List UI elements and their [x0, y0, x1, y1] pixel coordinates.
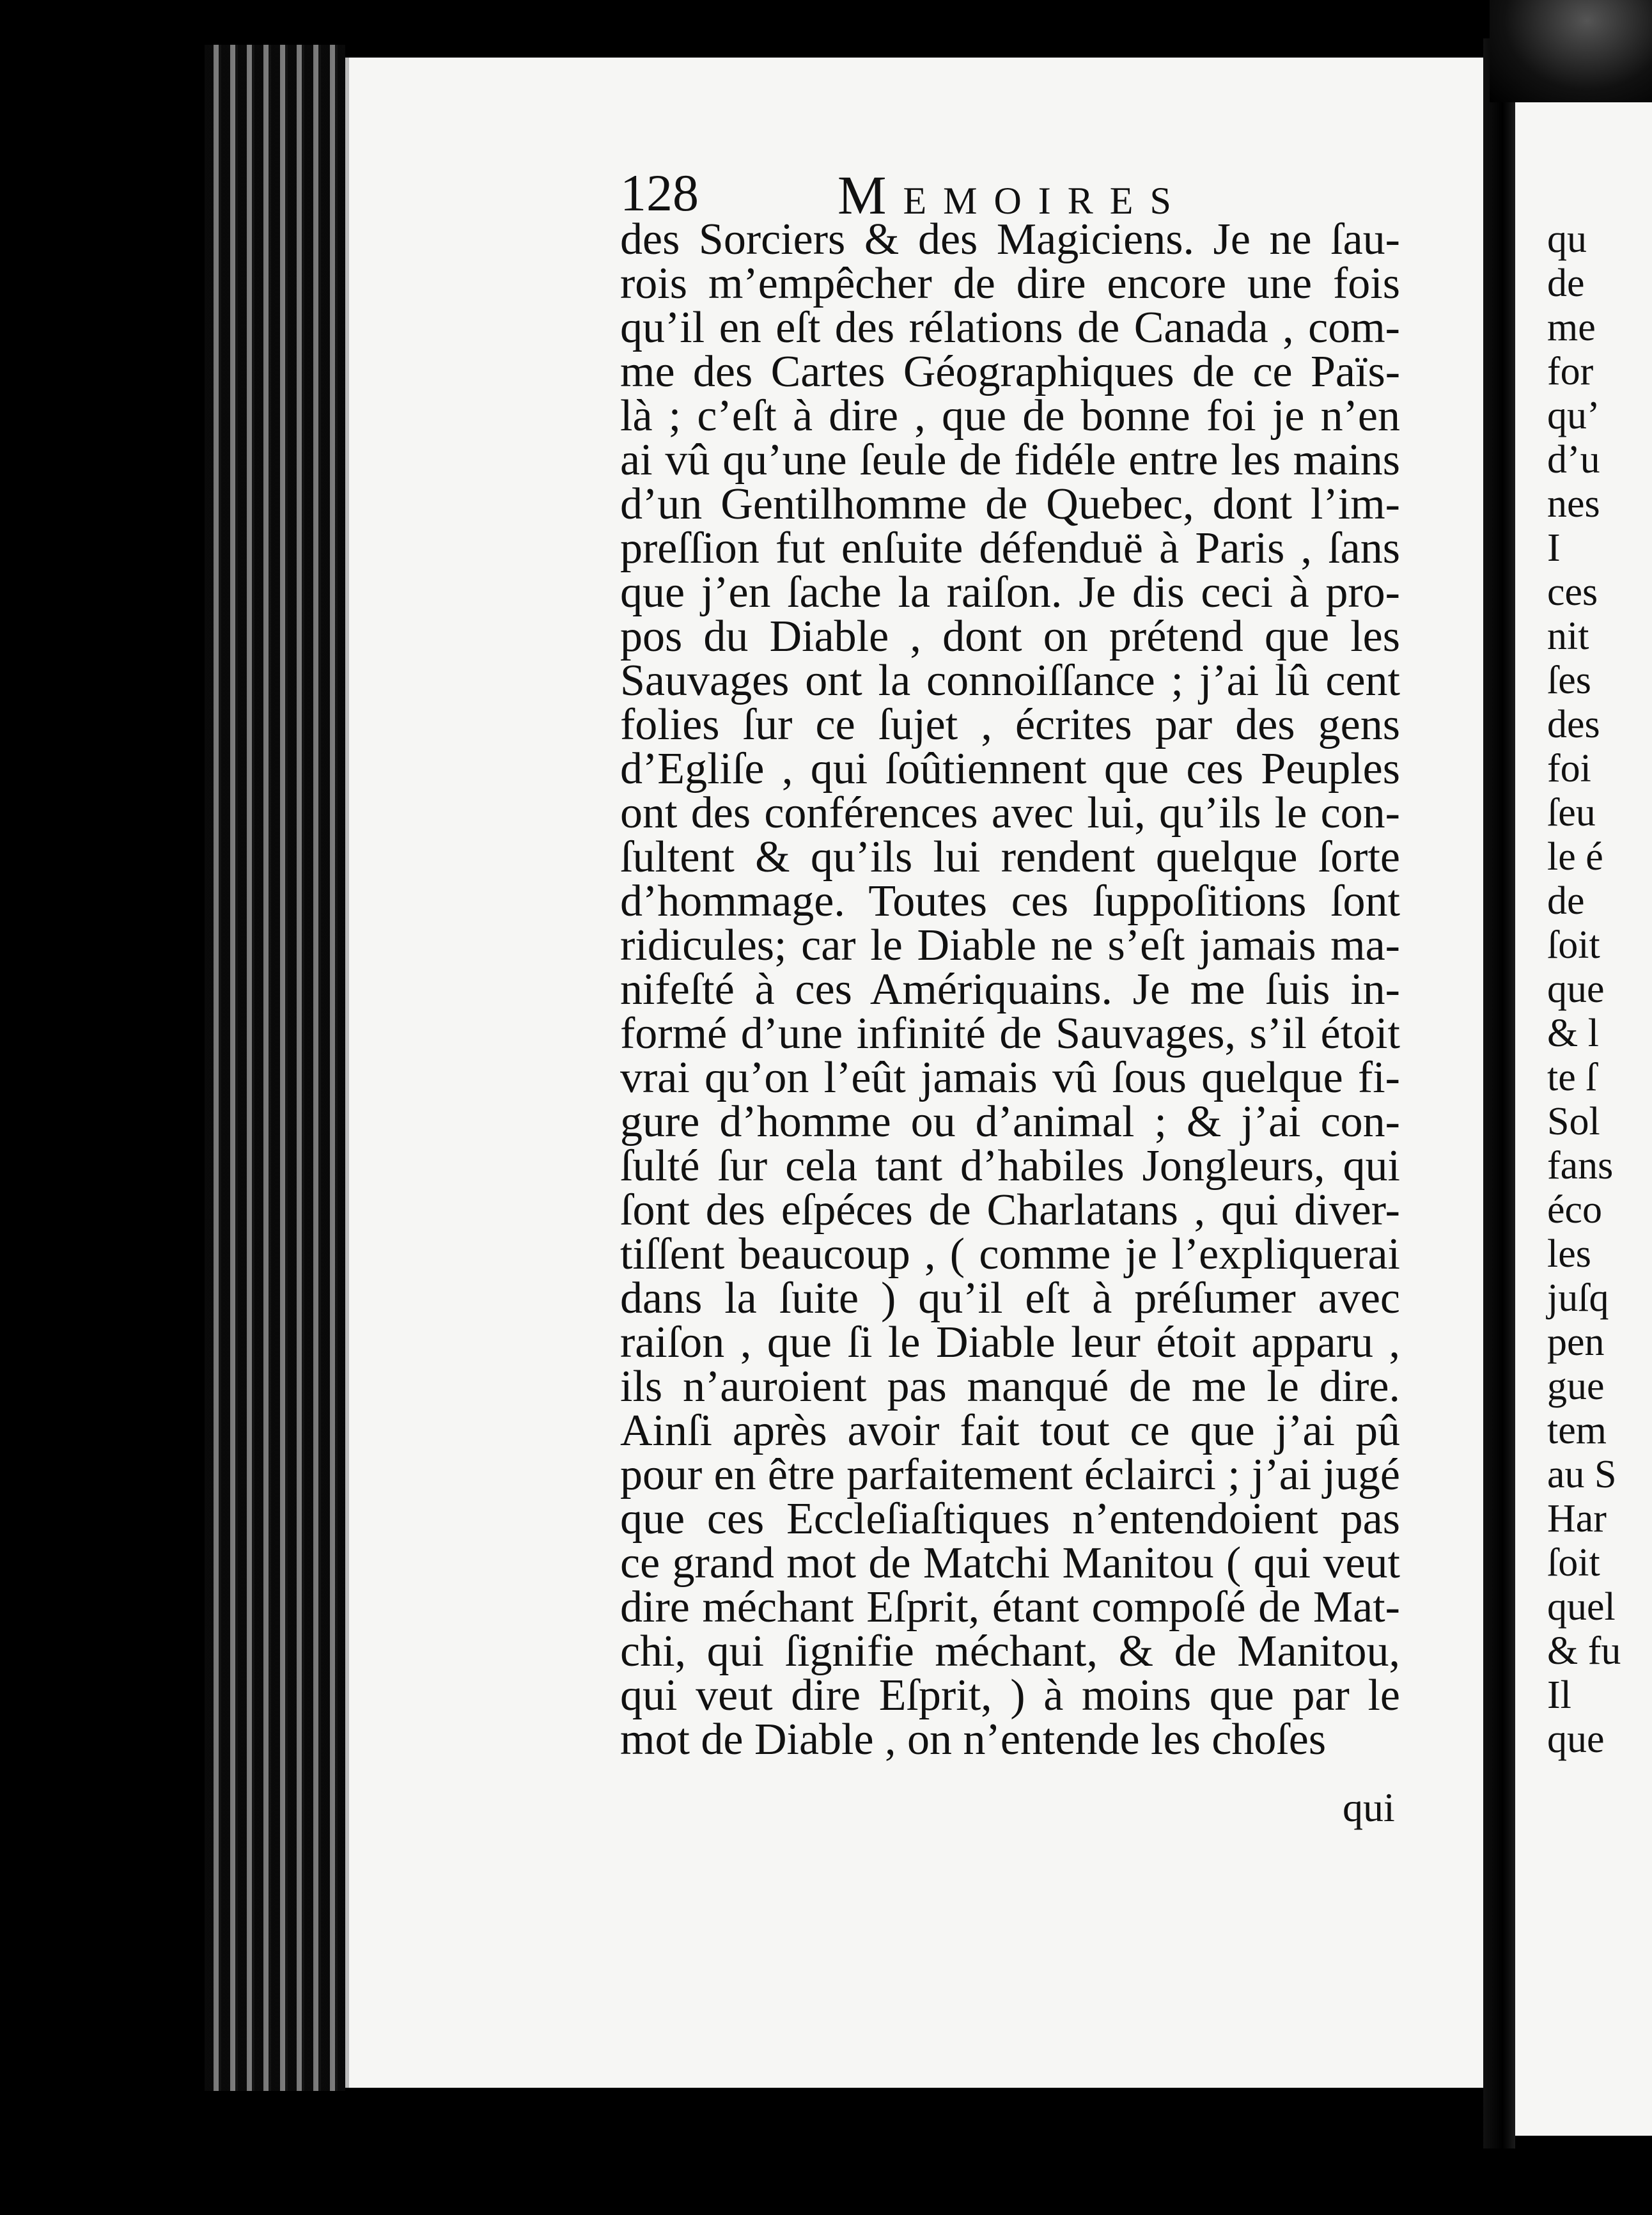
- text-line: Ainſi après avoir fait tout ce que j’ai pû: [620, 1406, 1400, 1455]
- right-page-line: & fu: [1547, 1629, 1621, 1673]
- right-page-line: qu’: [1547, 394, 1600, 437]
- right-page-line: des: [1547, 703, 1600, 746]
- right-page-line: & l: [1547, 1012, 1599, 1055]
- text-line: ſulté ſur cela tant d’habiles Jongleurs, qui: [620, 1141, 1400, 1191]
- page-number: 128: [620, 164, 699, 222]
- text-line: raiſon , que ſi le Diable leur étoit apparu ,: [620, 1318, 1400, 1367]
- right-page-line: qu: [1547, 217, 1587, 261]
- text-line: ai vû qu’une ſeule de fidéle entre les mains: [620, 435, 1400, 485]
- text-line: pour en être parfaitement éclairci ; j’ai jugé: [620, 1450, 1400, 1499]
- text-line: d’hommage. Toutes ces ſuppoſitions ſont: [620, 877, 1400, 926]
- right-page-line: ſoit: [1547, 1541, 1600, 1585]
- text-line: chi, qui ſignifie méchant, & de Manitou,: [620, 1627, 1400, 1676]
- body-text: [620, 217, 1400, 1762]
- right-page-line: foi: [1547, 747, 1591, 790]
- text-line: des Sorciers & des Magiciens. Je ne ſau-: [620, 215, 1400, 264]
- text-line: ont des conférences avec lui, qu’ils le con-: [620, 788, 1400, 838]
- text-line: rois m’empêcher de dire encore une fois: [620, 259, 1400, 308]
- right-page-line: les: [1547, 1232, 1591, 1276]
- text-line: nifeſté à ces Amériquains. Je me ſuis in-: [620, 965, 1400, 1014]
- right-page-line: Il: [1547, 1673, 1571, 1717]
- right-page-line: nit: [1547, 614, 1589, 658]
- right-page-line: que: [1547, 1718, 1605, 1761]
- text-line: ſont des eſpéces de Charlatans , qui diver-: [620, 1186, 1400, 1235]
- right-page-line: quel: [1547, 1585, 1616, 1629]
- book-gutter: [1483, 38, 1515, 2148]
- right-page-line: d’u: [1547, 438, 1600, 481]
- right-page-line: gue: [1547, 1365, 1605, 1408]
- text-line: pos du Diable , dont on prétend que les: [620, 612, 1400, 661]
- right-page-line: fans: [1547, 1144, 1614, 1187]
- right-page-line: te ſ: [1547, 1056, 1597, 1099]
- text-line: ils n’auroient pas manqué de me le dire.: [620, 1362, 1400, 1411]
- running-title: Memoires: [838, 164, 1188, 226]
- right-page-line: ces: [1547, 570, 1598, 614]
- text-line: d’un Gentilhomme de Quebec, dont l’im-: [620, 480, 1400, 529]
- text-line: gure d’homme ou d’animal ; & j’ai con-: [620, 1097, 1400, 1147]
- text-line: qu’il en eſt des rélations de Canada , com-: [620, 303, 1400, 352]
- right-page-line: le é: [1547, 835, 1603, 879]
- right-page-line: au S: [1547, 1453, 1617, 1496]
- text-line: ridicules; car le Diable ne s’eſt jamais ma-: [620, 921, 1400, 970]
- text-line: dire méchant Eſprit, étant compoſé de Mat-: [620, 1583, 1400, 1632]
- right-page-line: me: [1547, 306, 1596, 349]
- right-page-line: de: [1547, 262, 1585, 305]
- text-line: dans la ſuite ) qu’il eſt à préſumer avec: [620, 1274, 1400, 1323]
- right-page-line: Har: [1547, 1497, 1607, 1540]
- text-line: tiſſent beaucoup , ( comme je l’expliquerai: [620, 1230, 1400, 1279]
- text-line: ce grand mot de Matchi Manitou ( qui veut: [620, 1538, 1400, 1588]
- right-page-line: de: [1547, 879, 1585, 923]
- catchword: qui: [1343, 1785, 1395, 1830]
- text-line: preſſion fut enſuite défenduë à Paris , ſans: [620, 524, 1400, 573]
- text-line: que ces Eccleſiaſtiques n’entendoient pas: [620, 1494, 1400, 1544]
- right-page-line: nes: [1547, 482, 1600, 526]
- text-line: là ; c’eſt à dire , que de bonne foi je n’en: [620, 391, 1400, 441]
- book-page-edges: [205, 45, 345, 2091]
- text-line: Sauvages ont la connoiſſance ; j’ai lû cent: [620, 656, 1400, 705]
- right-page-line: ſoit: [1547, 923, 1600, 967]
- right-page-line: ſeu: [1547, 791, 1596, 834]
- text-line: qui veut dire Eſprit, ) à moins que par le: [620, 1671, 1400, 1720]
- text-line: formé d’une infinité de Sauvages, s’il étoit: [620, 1009, 1400, 1058]
- right-page-line: ſes: [1547, 659, 1591, 702]
- text-line: d’Egliſe , qui ſoûtiennent que ces Peuples: [620, 744, 1400, 794]
- text-line: que j’en ſache la raiſon. Je dis ceci à pro-: [620, 568, 1400, 617]
- right-page-line: juſq: [1547, 1276, 1609, 1320]
- right-page-line: Sol: [1547, 1100, 1600, 1143]
- text-line: mot de Diable , on n’entende les choſes: [620, 1715, 1327, 1764]
- right-page-text: [1547, 217, 1652, 1762]
- text-line: me des Cartes Géographiques de ce Païs-: [620, 347, 1400, 396]
- right-page-line: que: [1547, 967, 1605, 1011]
- right-page-line: for: [1547, 350, 1594, 393]
- text-line: folies ſur ce ſujet , écrites par des gens: [620, 700, 1400, 749]
- right-page-line: éco: [1547, 1188, 1603, 1232]
- right-page-line: pen: [1547, 1320, 1605, 1364]
- page-corner-shadow: [1490, 0, 1652, 102]
- right-page-line: I: [1547, 526, 1561, 570]
- text-line: vrai qu’on l’eût jamais vû ſous quelque fi-: [620, 1053, 1400, 1102]
- text-line: ſultent & qu’ils lui rendent quelque ſorte: [620, 833, 1400, 882]
- right-page-line: tem: [1547, 1409, 1607, 1452]
